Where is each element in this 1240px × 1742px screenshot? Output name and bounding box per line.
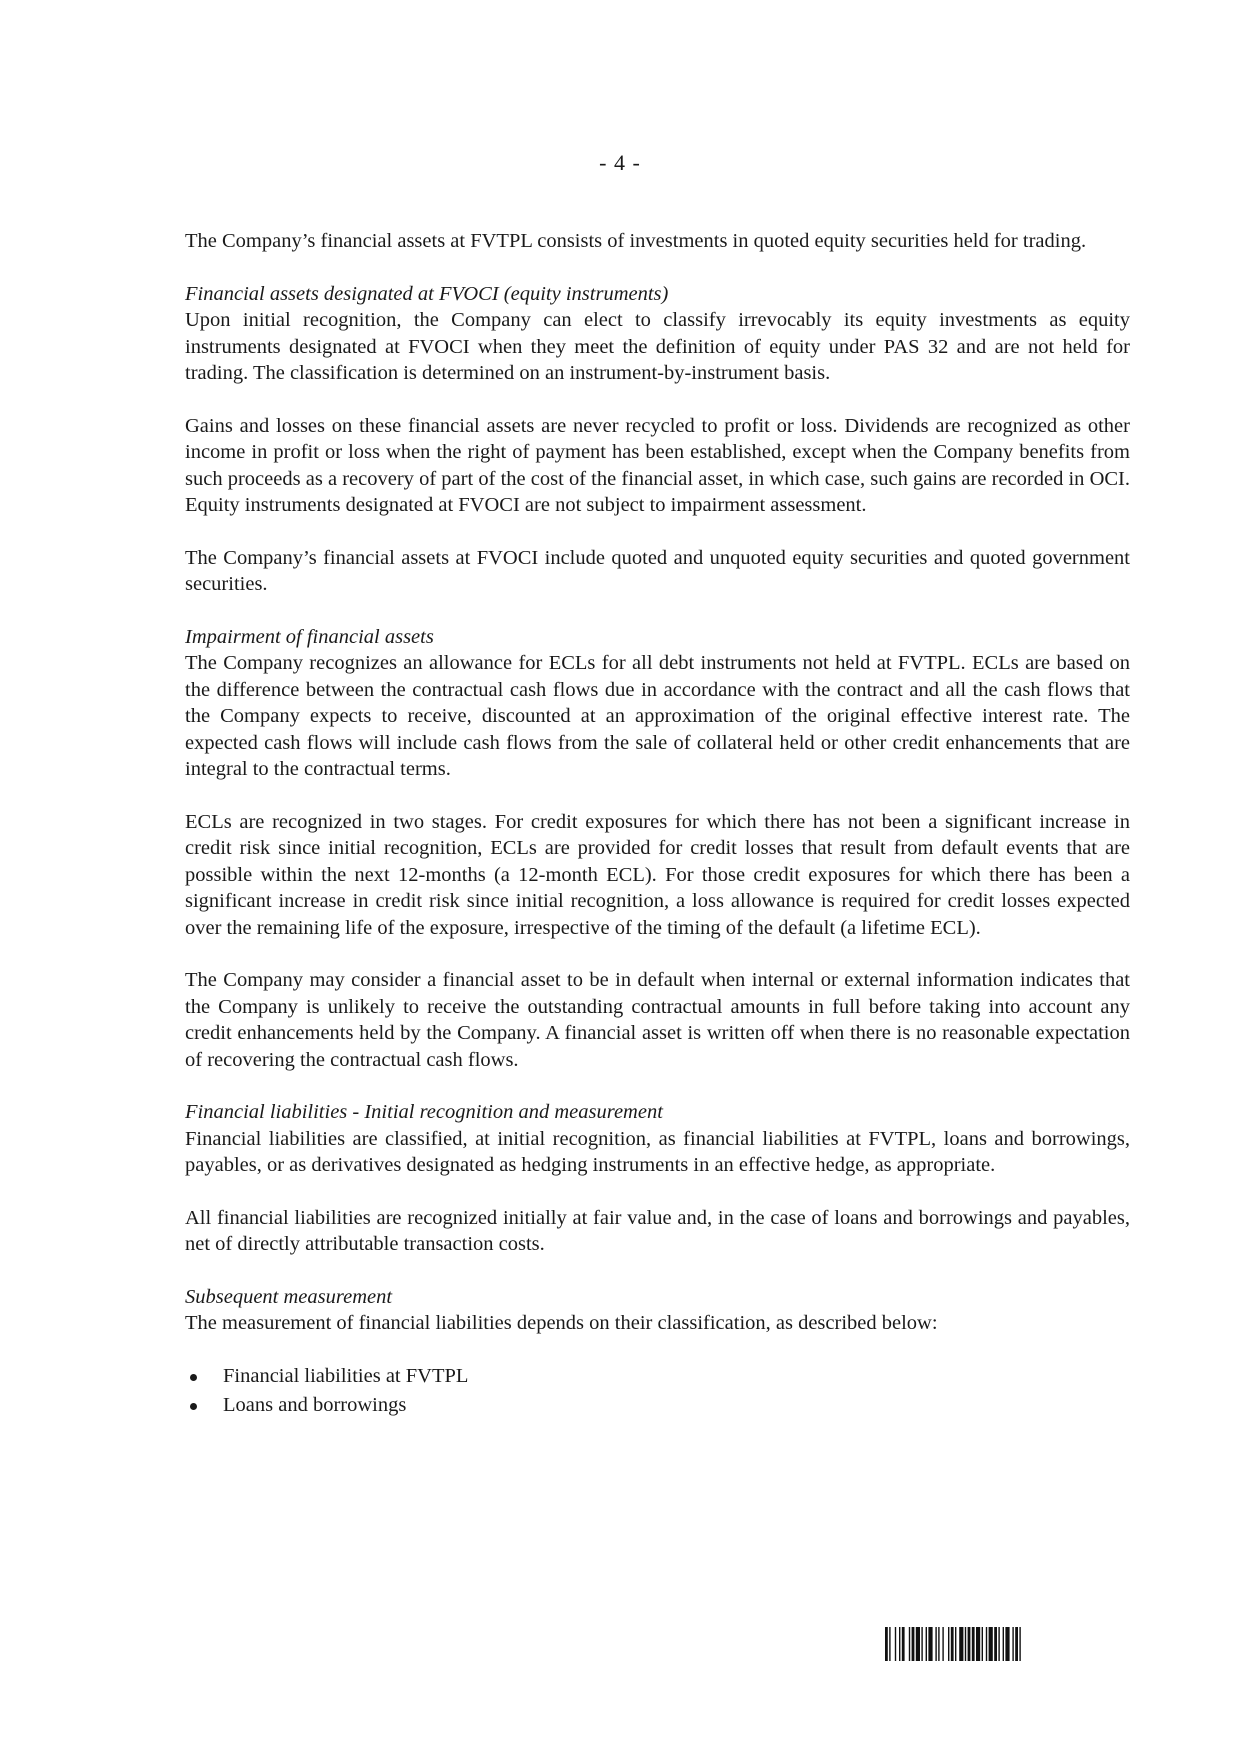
liabilities-heading: Financial liabilities - Initial recognition and measurement [185,1101,663,1123]
fvoci-heading: Financial assets designated at FVOCI (equity instruments) [185,282,669,305]
subsequent-heading: Subsequent measurement [185,1285,393,1308]
fvoci-paragraph-2: Gains and losses on these financial assets are never recycled to profit or loss. Dividends are recognized as other income in profit or loss when the right of payment has been established, except when the Company benefits from such proceeds as a recovery of part of the cost of the financial asset, in which case, such gains are recorded in OCI. Equity instruments designated at FVOCI are not subject to impairment assessment. [185,414,1130,516]
document-body [185,228,1130,1421]
impairment-paragraph-3: The Company may consider a financial asset to be in default when internal or external information indicates that the Company is unlikely to receive the outstanding contractual amounts in full before taking into account any credit enhancements held by the Company. A financial asset is written off when there is no reasonable expectation of recovering the contractual cash flows. [185,969,1130,1071]
list-item [185,1392,1130,1421]
liabilities-paragraph-2: All financial liabilities are recognized initially at fair value and, in the case of loans and borrowings and payables, net of directly attributable transaction costs. [185,1206,1130,1255]
bullet-icon [190,1403,197,1410]
list-item-label: Financial liabilities at FVTPL [223,1364,469,1387]
bullet-icon [190,1374,197,1381]
list-item [185,1363,1130,1392]
impairment-heading: Impairment of financial assets [185,625,434,648]
fvoci-paragraph-3: The Company’s financial assets at FVOCI include quoted and unquoted equity securities and quoted government securities. [185,546,1130,595]
fvoci-paragraph-1: Upon initial recognition, the Company can elect to classify irrevocably its equity investments as equity instruments designated at FVOCI when they meet the definition of equity under PAS 32 and are not held for trading. The classification is determined on an instrument-by-instrument basis. [185,309,1130,384]
page-number: - 4 - [599,150,641,175]
barcode-icon [885,1627,1135,1661]
impairment-paragraph-1: The Company recognizes an allowance for ECLs for all debt instruments not held at FVTPL. ECLs are based on the difference between the contractual cash flows due in accordance with the contract and all the cash flows that the Company expects to receive, discounted at an approximation of the original effective interest rate. The expected cash flows will include cash flows from the sale of collateral held or other credit enhancements that are integral to the contractual terms. [185,652,1130,780]
subsequent-paragraph-1: The measurement of financial liabilities depends on their classification, as described below: [185,1312,938,1334]
liabilities-paragraph-1: Financial liabilities are classified, at initial recognition, as financial liabilities at FVTPL, loans and borrowings, payables, or as derivatives designated as hedging instruments in an effective hedge, as appropriate. [185,1127,1130,1176]
bullet-list [185,1363,1130,1421]
impairment-paragraph-2: ECLs are recognized in two stages. For credit exposures for which there has not been a significant increase in credit risk since initial recognition, ECLs are provided for credit losses that result from default events that are possible within the next 12-months (a 12-month ECL). For those credit exposures for which there has been a significant increase in credit risk since initial recognition, a loss allowance is required for credit losses expected over the remaining life of the exposure, irrespective of the timing of the default (a lifetime ECL). [185,810,1130,939]
fvtpl-paragraph: The Company’s financial assets at FVTPL consists of investments in quoted equity securities held for trading. [185,230,1087,252]
list-item-label: Loans and borrowings [223,1393,407,1416]
